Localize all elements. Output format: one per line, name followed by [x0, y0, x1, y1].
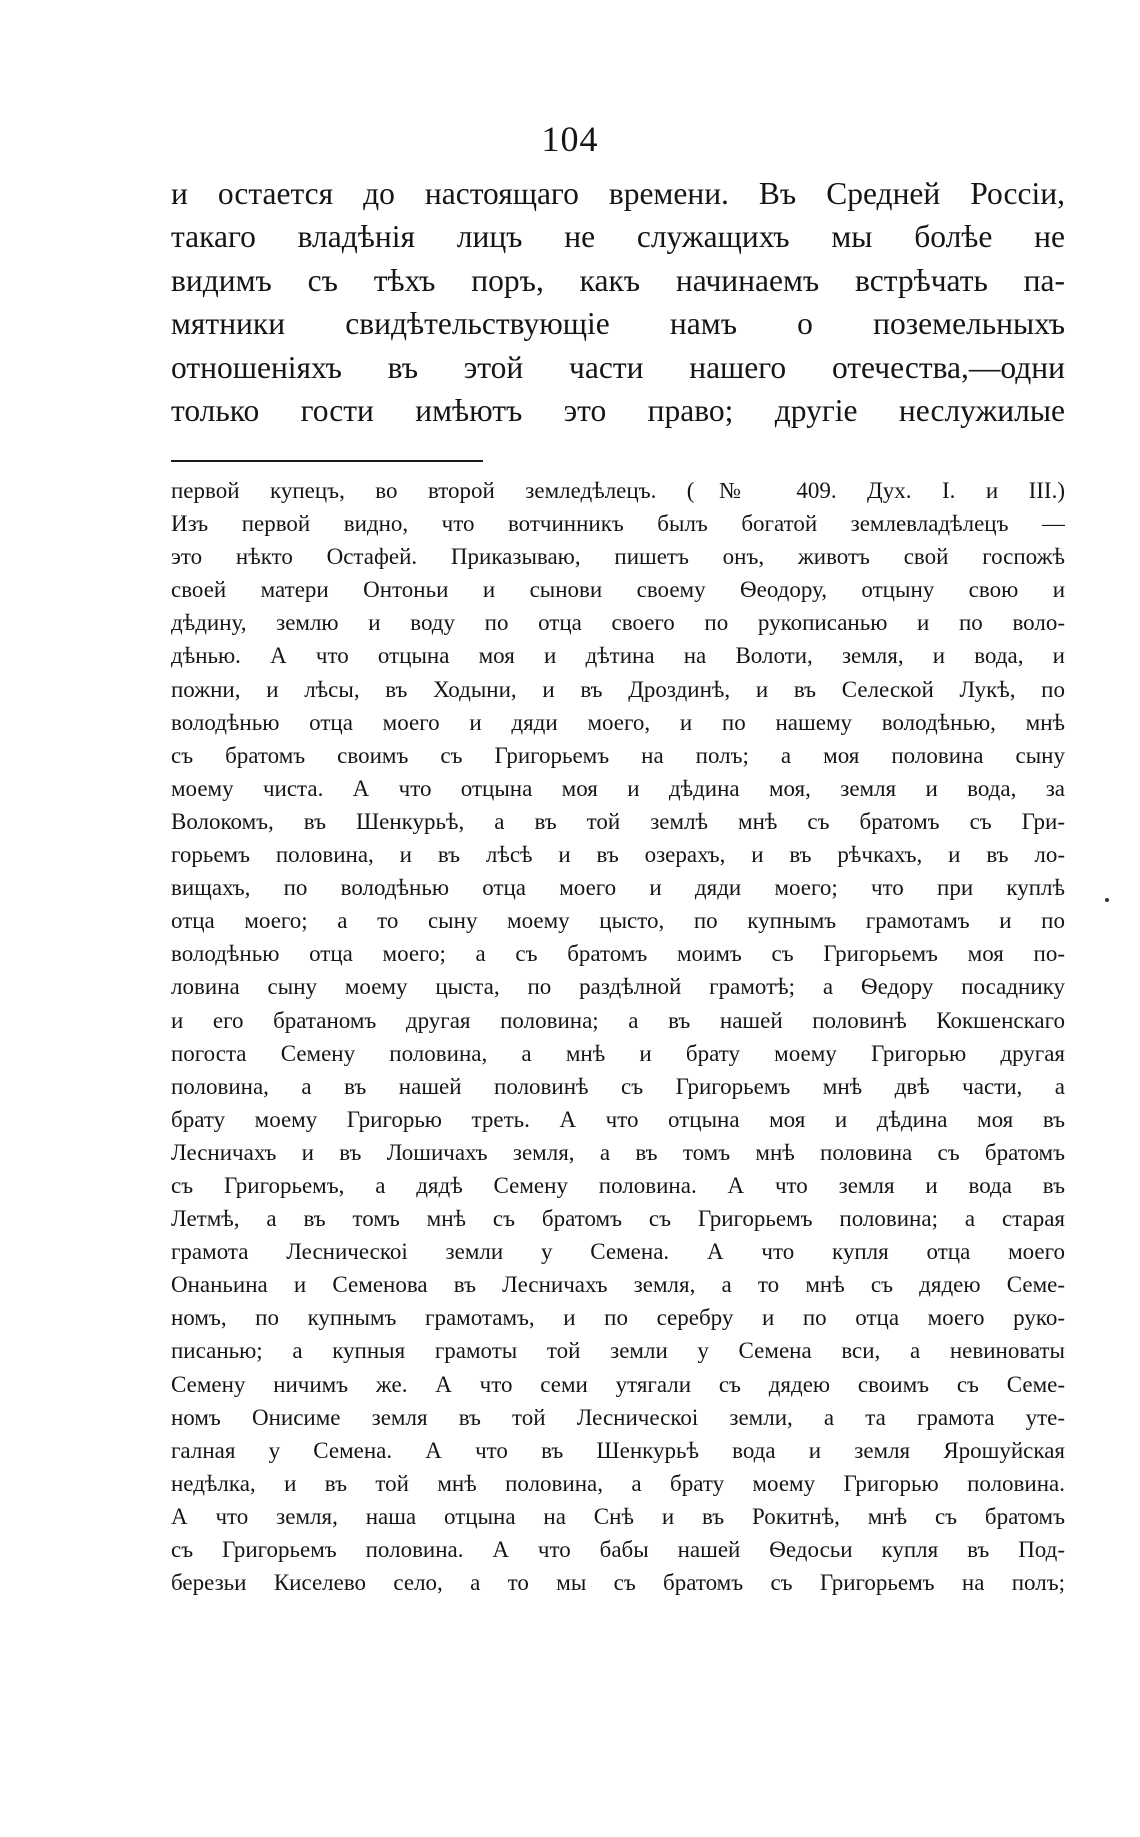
- footnote-line: съ Григорьемъ, а дядѣ Семену половина. А что земля и вода въ: [171, 1172, 1065, 1198]
- footnote-line: и его братаномъ другая половина; а въ нашей половинѣ Кокшенскаго: [171, 1007, 1065, 1033]
- footnote-line: галная у Семена. А что въ Шенкурьѣ вода и земля Ярошуйская: [171, 1437, 1065, 1463]
- footnote-line: дѣдину, землю и воду по отца своего по рукописанью и по воло-: [171, 610, 1065, 636]
- footnote-line: своей матери Онтоньи и сынови своему Ѳеодору, отцыну свою и: [171, 577, 1065, 603]
- print-speck: [1105, 898, 1109, 902]
- footnote-line: Лесничахъ и въ Лошичахъ земля, а въ томъ мнѣ половина съ братомъ: [171, 1139, 1065, 1165]
- footnote-line: отца моего; а то сыну моему цысто, по купнымъ грамотамъ и по: [171, 908, 1065, 934]
- footnote-line: володѣнью отца моего и дяди моего, и по нашему володѣнью, мнѣ: [171, 709, 1065, 735]
- main-text-line: мятники свидѣтельствующіе намъ о поземельныхъ: [171, 306, 1065, 342]
- footnote-line: березьи Киселево село, а то мы съ братомъ съ Григорьемъ на полъ;: [171, 1570, 1065, 1596]
- footnote-line: горьемъ половина, и въ лѣсѣ и въ озерахъ, и въ рѣчкахъ, и въ ло-: [171, 842, 1065, 868]
- footnote-block: [171, 474, 1065, 1599]
- footnote-line: грамота Лесническоі земли у Семена. А что купля отца моего: [171, 1239, 1065, 1265]
- footnote-line: номъ Онисиме земля въ той Лесническоі земли, а та грамота уте-: [171, 1404, 1065, 1430]
- main-text-line: отношеніяхъ въ этой части нашего отечества,—одни: [171, 349, 1065, 385]
- footnote-line: съ братомъ своимъ съ Григорьемъ на полъ; а моя половина сыну: [171, 742, 1065, 768]
- footnote-line: Летмѣ, а въ томъ мнѣ съ братомъ съ Григорьемъ половина; а старая: [171, 1206, 1065, 1232]
- main-text-block: [171, 172, 1065, 432]
- footnote-line: Онаньина и Семенова въ Лесничахъ земля, а то мнѣ съ дядею Семе-: [171, 1272, 1065, 1298]
- footnote-line: Волокомъ, въ Шенкурьѣ, а въ той землѣ мнѣ съ братомъ съ Гри-: [171, 808, 1065, 834]
- page-number: 104: [541, 119, 599, 159]
- footnote-line: номъ, по купнымъ грамотамъ, и по серебру и по отца моего руко-: [171, 1305, 1065, 1331]
- main-text-line: видимъ съ тѣхъ поръ, какъ начинаемъ встрѣчать па-: [171, 262, 1065, 298]
- footnote-line: первой купецъ, во второй земледѣлецъ. (№ 409. Дух. I. и III.): [171, 478, 1065, 503]
- footnote-line: это нѣкто Остафей. Приказываю, пишетъ онъ, животъ свой госпожѣ: [171, 544, 1065, 570]
- footnote-line: Изъ первой видно, что вотчинникъ былъ богатой землевладѣлецъ —: [171, 511, 1065, 537]
- footnote-line: недѣлка, и въ той мнѣ половина, а брату моему Григорью половина.: [171, 1470, 1065, 1496]
- footnote-line: пожни, и лѣсы, въ Ходыни, и въ Дроздинѣ, и въ Селеской Лукѣ, по: [171, 676, 1065, 702]
- footnote-line: писанью; а купныя грамоты той земли у Семена вси, а невиноваты: [171, 1338, 1065, 1364]
- footnote-line: брату моему Григорью треть. А что отцына моя и дѣдина моя въ: [171, 1106, 1065, 1132]
- footnote-line: ловина сыну моему цыста, по раздѣлной грамотѣ; а Ѳедору посаднику: [171, 974, 1065, 1000]
- footnote-line: дѣнью. А что отцына моя и дѣтина на Волоти, земля, и вода, и: [171, 643, 1065, 669]
- footnote-line: половина, а въ нашей половинѣ съ Григорьемъ мнѣ двѣ части, а: [171, 1073, 1065, 1099]
- main-text-line: такаго владѣнія лицъ не служащихъ мы болѣе не: [171, 219, 1065, 255]
- footnote-line: А что земля, наша отцына на Снѣ и въ Рокитнѣ, мнѣ съ братомъ: [171, 1503, 1065, 1529]
- footnote-line: Семену ничимъ же. А что семи утягали съ дядею своимъ съ Семе-: [171, 1371, 1065, 1397]
- footnote-separator: [171, 460, 483, 462]
- footnote-line: вищахъ, по володѣнью отца моего и дяди моего; что при куплѣ: [171, 875, 1065, 901]
- footnote-line: погоста Семену половина, а мнѣ и брату моему Григорью другая: [171, 1040, 1065, 1066]
- main-text-line: и остается до настоящаго времени. Въ Средней Россіи,: [171, 176, 1065, 211]
- footnote-line: моему чиста. А что отцына моя и дѣдина моя, земля и вода, за: [171, 775, 1065, 801]
- footnote-line: съ Григорьемъ половина. А что бабы нашей Ѳедосьи купля въ Под-: [171, 1537, 1065, 1562]
- main-text-line: только гости имѣютъ это право; другіе неслужилые: [171, 392, 1065, 428]
- footnote-line: володѣнью отца моего; а съ братомъ моимъ съ Григорьемъ моя по-: [171, 941, 1065, 967]
